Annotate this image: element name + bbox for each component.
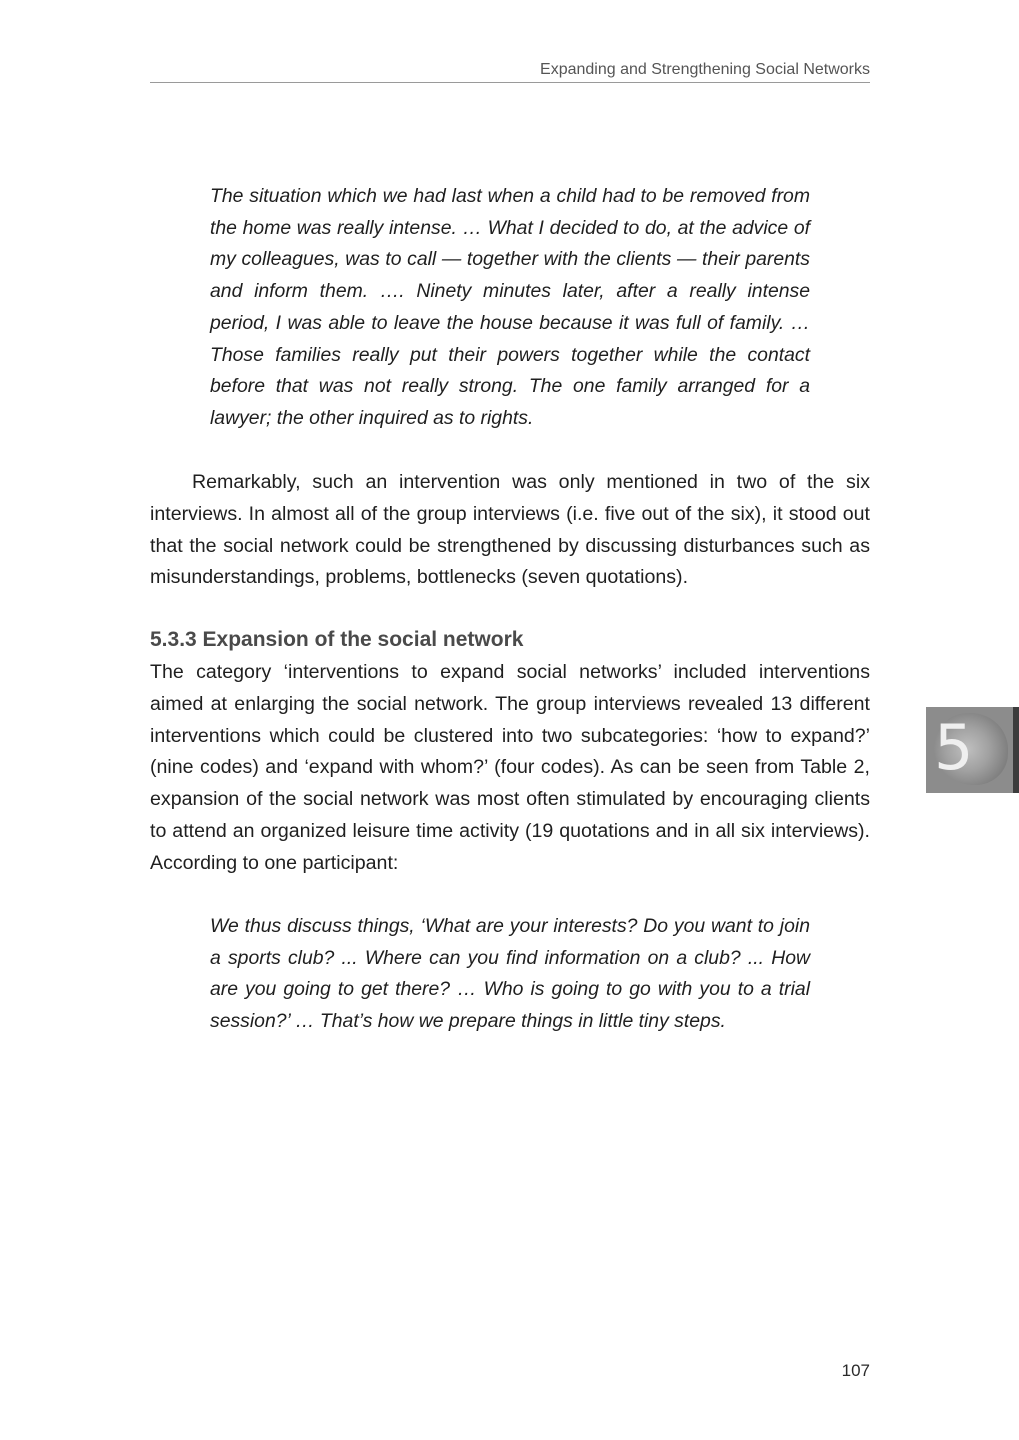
paragraph-text: Remarkably, such an intervention was only mentioned in two of the six interviews. In almost all of the group interviews (i.e. five out of the six), it stood out that the social network could be strengthened by discussing disturbances such as misunderstandings, problems, bottlenecks (seven quotations).: [150, 471, 870, 589]
block-quote-removal: [210, 181, 810, 435]
chapter-tab-edge: [1013, 707, 1019, 793]
chapter-number: 5: [934, 711, 974, 784]
block-quote-text: We thus discuss things, ‘What are your interests? Do you want to join a sports club? ... Where can you find information on a club? ... How are you going to get there? … Who is going to go with you to a trial session?’ … That’s how we prepare things in little tiny steps.: [210, 915, 810, 1033]
body-paragraph-expansion: [150, 657, 870, 880]
block-quote-sports-club: [210, 911, 810, 1038]
running-title: Expanding and Strengthening Social Networks: [540, 61, 870, 78]
chapter-thumb-tab: [926, 707, 1019, 793]
body-paragraph-intervention-mentions: [150, 467, 870, 594]
running-header: [150, 59, 870, 83]
block-quote-text: The situation which we had last when a child had to be removed from the home was really intense. … What I decided to do, at the advice of my colleagues, was to call — together with the clients — their parents and inform them. …. Ninety minutes later, after a really intense period, I was able to leave the house because it was full of family. … Those families really put their powers together while the contact before that was not really strong. The one family arranged for a lawyer; the other inquired as to rights.: [210, 185, 810, 429]
section-heading: 5.3.3 Expansion of the social network: [150, 628, 524, 651]
page-number: 107: [841, 1361, 870, 1380]
paragraph-text: The category ‘interventions to expand social networks’ included interventions aimed at enlarging the social network. The group interviews revealed 13 different interventions which could be clustered into two subcategories: ‘how to expand?’ (nine codes) and ‘expand with whom?’ (four codes). As can be seen from Table 2, expansion of the social network was most often stimulated by encouraging clients to attend an organized leisure time activity (19 quotations and in all six interviews). According to one participant:: [150, 661, 870, 874]
